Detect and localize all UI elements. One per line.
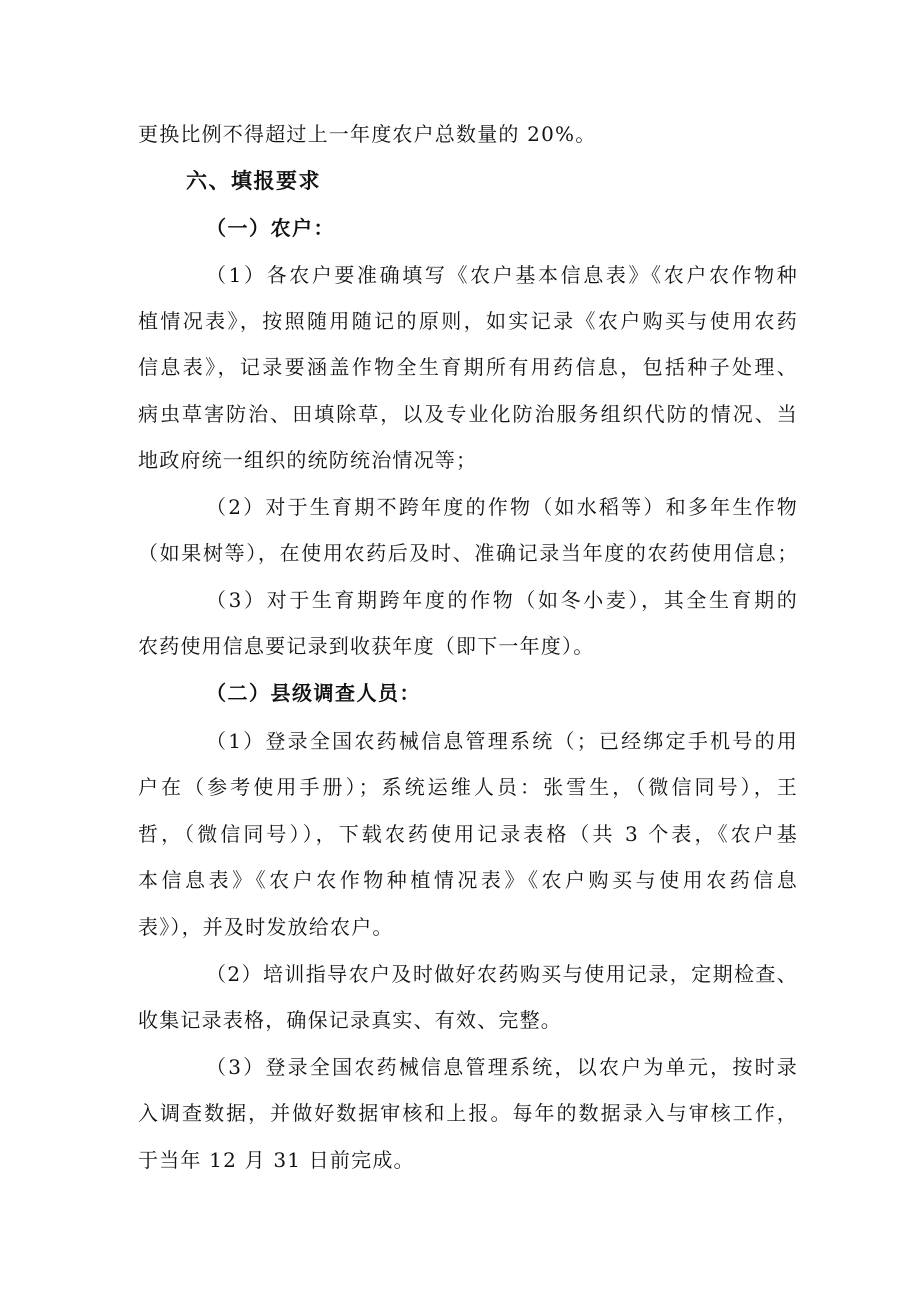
paragraph-line: （1）登录全国农药械信息管理系统（；已经绑定手机号的用: [206, 729, 798, 753]
paragraph-line: （3）对于生育期跨年度的作物（如冬小麦），其全生育期的: [206, 588, 798, 612]
paragraph-line: （如果树等），在使用农药后及时、准确记录当年度的农药使用信息；: [138, 541, 798, 565]
section-heading: 六、填报要求: [186, 169, 321, 193]
paragraph-line: 病虫草害防治、田填除草，以及专业化防治服务组织代防的情况、当: [138, 402, 798, 426]
subsection-heading: （一）农户：: [206, 216, 335, 240]
paragraph-line: （1）各农户要准确填写《农户基本信息表》《农户农作物种: [206, 263, 798, 287]
paragraph-line: （3）登录全国农药械信息管理系统，以农户为单元，按时录: [206, 1055, 798, 1079]
paragraph-line: 农药使用信息要记录到收获年度（即下一年度）。: [138, 634, 595, 658]
paragraph-line: （2）对于生育期不跨年度的作物（如水稻等）和多年生作物: [206, 495, 798, 519]
paragraph-line: 入调查数据，并做好数据审核和上报。每年的数据录入与审核工作，: [138, 1101, 798, 1125]
paragraph-line: 植情况表》，按照随用随记的原则，如实记录《农户购买与使用农药: [138, 309, 798, 333]
paragraph-line: 更换比例不得超过上一年度农户总数量的 20%。: [138, 122, 597, 146]
paragraph-line: 地政府统一组织的统防统治情况等；: [138, 448, 478, 472]
paragraph-line: 收集记录表格，确保记录真实、有效、完整。: [138, 1008, 562, 1032]
paragraph-line: 本信息表》《农户农作物种植情况表》《农户购买与使用农药信息: [138, 868, 798, 892]
paragraph-line: 表》），并及时发放给农户。: [138, 915, 394, 939]
paragraph-line: 户在（参考使用手册）；系统运维人员：张雪生，（微信同号），王: [138, 775, 798, 799]
subsection-heading: （二）县级调查人员：: [206, 681, 421, 705]
paragraph-line: 于当年 12 月 31 日前完成。: [138, 1148, 415, 1172]
paragraph-line: 哲，（微信同号）），下载农药使用记录表格（共 3 个表，《农户基: [138, 822, 798, 846]
paragraph-line: 信息表》，记录要涵盖作物全生育期所有用药信息，包括种子处理、: [138, 355, 798, 379]
paragraph-line: （2）培训指导农户及时做好农药购买与使用记录，定期检查、: [206, 962, 798, 986]
